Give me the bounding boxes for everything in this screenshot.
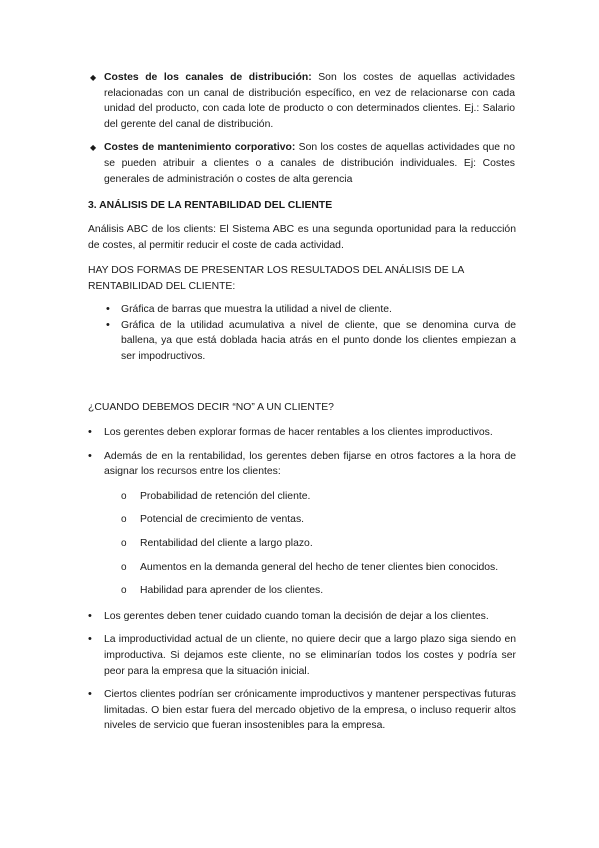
list-item <box>0 449 599 480</box>
list-item <box>0 609 599 625</box>
list-item <box>0 70 599 132</box>
forms-list <box>0 302 599 364</box>
list-item <box>0 302 599 318</box>
term-label: Costes de mantenimiento corporativo: <box>104 142 296 154</box>
circle-bullet-icon: o <box>121 537 127 549</box>
bullet-icon: • <box>88 426 92 438</box>
list-item-text: Gráfica de barras que muestra la utilidad a nivel de cliente. <box>121 304 392 315</box>
circle-bullet-icon: o <box>121 561 127 573</box>
factors-sub-list <box>0 489 599 599</box>
sub-list-item-text: Habilidad para aprender de los clientes. <box>140 585 324 597</box>
bullet-icon: • <box>88 688 92 701</box>
main-list <box>0 425 599 734</box>
bullet-icon: • <box>88 633 92 646</box>
diamond-bullet-icon: ◆ <box>90 73 97 82</box>
list-item <box>0 318 599 365</box>
section-heading: 3. ANÁLISIS DE LA RENTABILIDAD DEL CLIENTE <box>88 200 333 211</box>
circle-bullet-icon: o <box>121 490 127 502</box>
list-item <box>0 425 599 441</box>
circle-bullet-icon: o <box>121 585 127 597</box>
list-item-text: Ciertos clientes podrían ser crónicamente improductivos y mantener perspectivas futuras limitadas. O bien estar fuera del mercado objetivo de la empresa, o incluso requerir altos niveles de servicio que fueran insostenibles para la empresa. <box>104 689 516 732</box>
bullet-icon: • <box>106 318 110 331</box>
list-item <box>0 632 599 679</box>
list-item-text: La improductividad actual de un cliente, no quiere decir que a largo plazo siga siendo en improductiva. Si dejamos este cliente, no se eliminarían todos los costes y podría ser peor para la empresa que la situación inicial. <box>104 634 516 677</box>
list-item-text: Los gerentes deben explorar formas de hacer rentables a los clientes improductivos. <box>104 427 493 438</box>
sub-list-item-text: Aumentos en la demanda general del hecho de tener clientes bien conocidos. <box>140 561 499 573</box>
list-item-text: Los gerentes deben tener cuidado cuando toman la decisión de dejar a los clientes. <box>104 610 489 622</box>
bullet-icon: • <box>88 449 92 462</box>
list-item <box>0 687 599 734</box>
list-item <box>0 140 599 187</box>
term-label: Costes de los canales de distribución: <box>104 72 312 83</box>
bullet-icon: • <box>106 303 110 315</box>
sub-list-item-text: Probabilidad de retención del cliente. <box>140 490 311 502</box>
question-heading: ¿CUANDO DEBEMOS DECIR “NO” A UN CLIENTE? <box>88 402 334 413</box>
term-description: Son los costes de aquellas actividades que no se pueden atribuir a clientes o a canales de distribución individuales. Ej: Costes generales de administración o costes de alta gerencia <box>104 142 515 185</box>
sub-list-item <box>0 536 599 552</box>
diamond-bullet-icon: ◆ <box>90 143 97 153</box>
sub-list-item <box>0 583 599 599</box>
sub-list-item-text: Potencial de crecimiento de ventas. <box>140 514 305 526</box>
circle-bullet-icon: o <box>121 514 127 526</box>
forms-heading: HAY DOS FORMAS DE PRESENTAR LOS RESULTADOS DEL ANÁLISIS DE LA RENTABILIDAD DEL CLIENTE: <box>88 265 464 292</box>
term-description: Son los costes de aquellas actividades relacionadas con un canal de distribución específico, en vez de relacionarse con cada unidad del producto, con cada lote de producto o con determinados clientes. Ej.: Salario del gerente del canal de distribución. <box>104 72 515 130</box>
bullet-icon: • <box>88 609 92 622</box>
sub-list-item <box>0 560 599 576</box>
sub-list-item <box>0 512 599 528</box>
intro-paragraph: Análisis ABC de los clients: El Sistema ABC es una segunda oportunidad para la reducción de costes, al permitir reducir el coste de cada actividad. <box>88 224 516 251</box>
sub-list-item <box>0 489 599 505</box>
sub-list-item-text: Rentabilidad del cliente a largo plazo. <box>140 537 313 549</box>
channel-costs-list <box>0 70 599 187</box>
list-item-text: Gráfica de la utilidad acumulativa a nivel de cliente, que se denomina curva de ballena, ya que está doblada hacia atrás en el punto donde los clientes empiezan a ser impodructivos. <box>121 319 516 362</box>
list-item-text: Además de en la rentabilidad, los gerentes deben fijarse en otros factores a la hora de asignar los recursos entre los clientes: <box>104 450 516 478</box>
